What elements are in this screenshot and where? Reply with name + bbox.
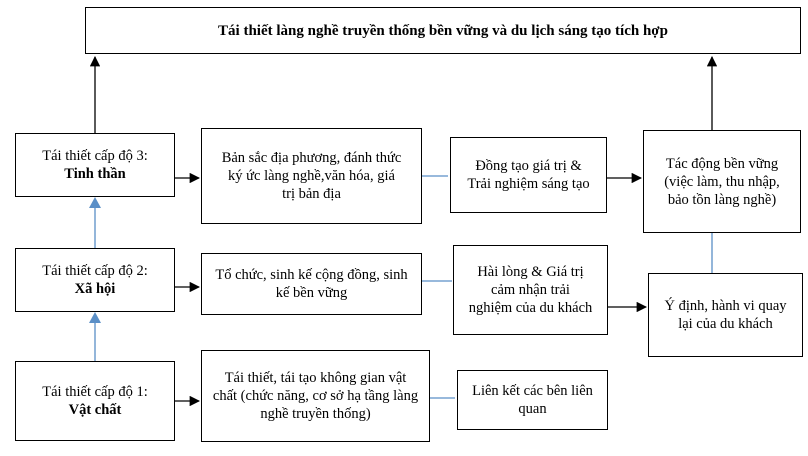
revisit-box [648,273,803,357]
rebuild-text: Tái thiết, tái tạo không gian vật chất (chức năng, cơ sở hạ tầng làng nghề truyền thống) [212,370,419,422]
stakeholders-box [457,370,608,430]
level3-label: Tái thiết cấp độ 3: [42,148,148,164]
arrowhead-level1-to-level2 [89,312,101,323]
organize-text: Tổ chức, sinh kế cộng đồng, sinh kế bền vững [215,267,408,301]
level3-box [15,133,175,197]
satisfaction-box [453,245,608,335]
level3-name: Tinh thần [64,166,126,182]
level2-box [15,248,175,312]
identity-box [201,128,422,224]
impact-text: Tác động bền vững (việc làm, thu nhập, bảo tồn làng nghề) [664,155,780,208]
identity-text: Bản sắc địa phương, đánh thức ký ức làng nghề,văn hóa, giá trị bản địa [221,150,402,202]
level2-name: Xã hội [74,281,116,297]
goal-box [85,7,801,54]
satisfaction-text: Hài lòng & Giá trị cảm nhận trải nghiệm của du khách [468,264,593,316]
level2-label: Tái thiết cấp độ 2: [42,263,148,279]
level1-name: Vật chất [68,402,122,418]
arrowhead-level2-to-level3 [89,197,101,208]
rebuild-box [201,350,430,442]
level1-box [15,361,175,441]
impact-box [643,130,801,233]
cocreate-box [450,137,607,213]
goal-text: Tái thiết làng nghề truyền thống bền vững và du lịch sáng tạo tích hợp [218,22,668,39]
revisit-text: Ý định, hành vi quay lại của du khách [664,298,787,332]
organize-box [201,253,422,315]
cocreate-text: Đồng tạo giá trị & Trải nghiệm sáng tạo [467,158,590,192]
level1-label: Tái thiết cấp độ 1: [42,384,148,400]
stakeholders-text: Liên kết các bên liên quan [472,383,593,417]
